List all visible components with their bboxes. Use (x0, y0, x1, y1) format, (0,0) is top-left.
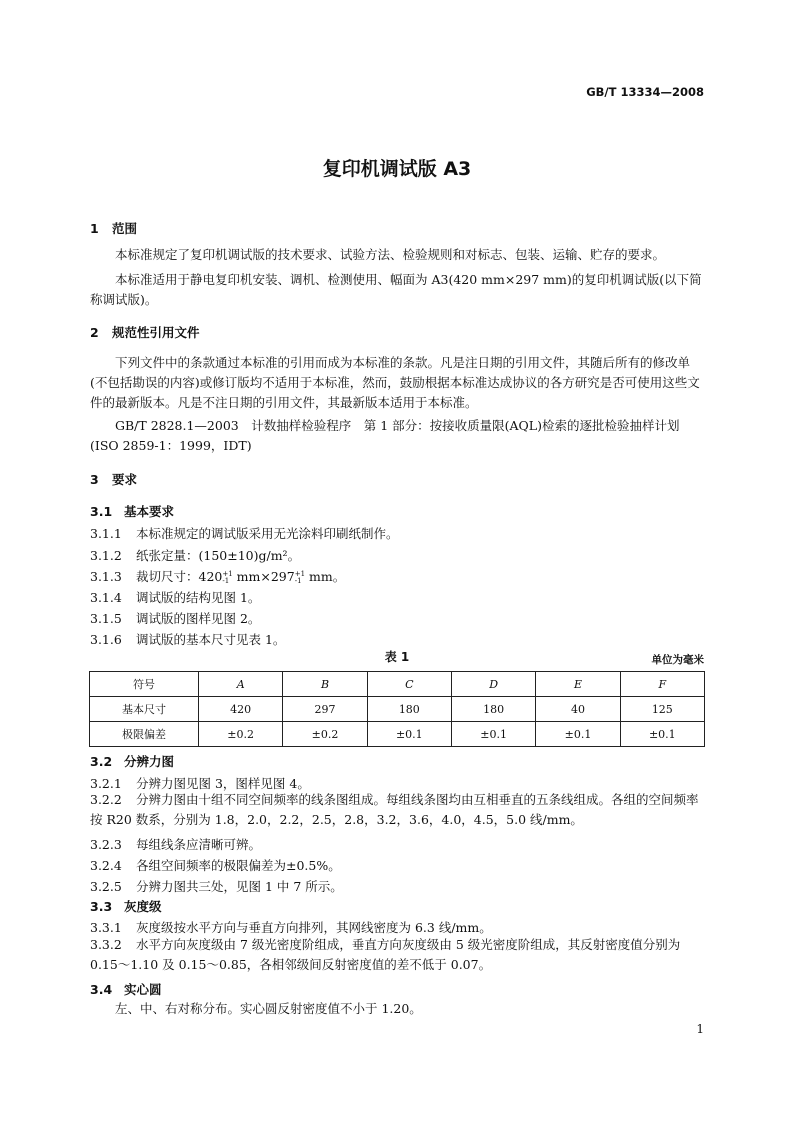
clause-text: 分辨力图见图 3，图样见图 4。 (136, 776, 310, 791)
clause-3-1-2 (90, 546, 300, 564)
tolerance-lower: -1 (294, 576, 302, 585)
section-number: 3.4 (90, 982, 113, 997)
clause-number: 3.1.3 (90, 569, 122, 584)
clause-number: 3.1.5 (90, 611, 122, 626)
clause-text: 灰度级按水平方向与垂直方向排列，其网线密度为 6.3 线/mm。 (136, 920, 492, 935)
clause-number: 3.2.2 (90, 792, 122, 807)
section-title: 范围 (112, 221, 138, 236)
table-cell: ±0.1 (451, 722, 535, 747)
section-title: 要求 (112, 472, 138, 487)
paragraph: GB/T 2828.1—2003 计数抽样检验程序 第 1 部分：按接收质量限(AQL)检索的逐批检验抽样计划(ISO 2859-1：1999，IDT) (90, 418, 680, 453)
table-unit: 单位为毫米 (651, 654, 704, 666)
table-header-cell: C (367, 672, 451, 697)
section-number: 1 (90, 221, 99, 236)
table-header-row (90, 672, 705, 697)
clause-3-1-1 (90, 524, 399, 542)
table-cell: 极限偏差 (90, 722, 199, 747)
table-cell: ±0.1 (367, 722, 451, 747)
clause-number: 3.1.4 (90, 590, 122, 605)
table-cell: 40 (536, 697, 620, 722)
table-cell: 180 (451, 697, 535, 722)
section-3-heading (90, 470, 137, 488)
table-header-cell: E (536, 672, 620, 697)
clause-3-1-6 (90, 630, 285, 648)
clause-3-3-1 (90, 918, 492, 936)
paragraph: 下列文件中的条款通过本标准的引用而成为本标准的条款。凡是注日期的引用文件，其随后所有的修改单(不包括勘误的内容)或修订版均不适用于本标准，然而，鼓励根据本标准达成协议的各方研究是否可使用这些文件的最新版本。凡是不注日期的引用文件，其最新版本适用于本标准。 (90, 355, 700, 410)
clause-3-2-4 (90, 856, 341, 874)
document-title: 复印机调试版 A3 (322, 158, 472, 180)
clause-3-1-3 (90, 567, 345, 585)
table-cell: ±0.1 (536, 722, 620, 747)
paragraph: 本标准适用于静电复印机安装、调机、检测使用、幅面为 A3(420 mm×297 mm)的复印机调试版(以下简称调试版)。 (90, 272, 702, 307)
clause-3-2-3 (90, 835, 261, 853)
clause-text: mm。 (305, 569, 346, 584)
clause-text: 调试版的基本尺寸见表 1。 (136, 632, 286, 647)
clause-number: 3.2.3 (90, 837, 122, 852)
tolerance (295, 571, 305, 585)
tolerance (222, 571, 232, 585)
subsection-3-1-heading (90, 502, 174, 520)
clause-3-2-2 (90, 790, 704, 830)
clause-number: 3.2.1 (90, 776, 122, 791)
section-number: 2 (90, 325, 99, 340)
clause-number: 3.1.1 (90, 526, 122, 541)
dimensions-table (89, 671, 705, 747)
table-cell: 420 (199, 697, 283, 722)
paragraph: 左、中、右对称分布。实心圆反射密度值不小于 1.20。 (115, 1001, 422, 1016)
clause-text: 裁切尺寸：420 (136, 569, 223, 584)
subsection-3-3-heading (90, 897, 162, 915)
table-cell: ±0.2 (283, 722, 367, 747)
clause-number: 3.2.5 (90, 879, 122, 894)
clause-number: 3.3.2 (90, 937, 122, 952)
table-cell: ±0.2 (199, 722, 283, 747)
table-row (90, 722, 705, 747)
table-cell: 基本尺寸 (90, 697, 199, 722)
clause-text: 各组空间频率的极限偏差为±0.5%。 (136, 858, 341, 873)
section-number: 3.1 (90, 504, 113, 519)
table-row (90, 697, 705, 722)
section-number: 3.2 (90, 754, 113, 769)
tolerance-upper: +1 (222, 569, 233, 578)
table-header-cell: A (199, 672, 283, 697)
table-header-cell: 符号 (90, 672, 199, 697)
clause-3-1-5 (90, 609, 260, 627)
clause-text: 调试版的图样见图 2。 (136, 611, 261, 626)
section-title: 基本要求 (124, 504, 175, 519)
clause-number: 3.2.4 (90, 858, 122, 873)
table-caption: 表 1 (384, 650, 410, 664)
clause-3-3-2 (90, 935, 704, 975)
clause-number: 3.1.6 (90, 632, 122, 647)
section-number: 3.3 (90, 899, 113, 914)
clause-number: 3.3.1 (90, 920, 122, 935)
clause-number: 3.1.2 (90, 548, 122, 563)
table-header-cell: F (620, 672, 704, 697)
table-cell: 297 (283, 697, 367, 722)
section-title: 灰度级 (124, 899, 162, 914)
clause-3-1-4 (90, 588, 260, 606)
clause-text: mm×297 (232, 569, 295, 584)
section-number: 3 (90, 472, 99, 487)
standard-code: GB/T 13334—2008 (586, 85, 704, 99)
clause-text: 水平方向灰度级由 7 级光密度阶组成，垂直方向灰度级由 5 级光密度阶组成，其反射密度值分别为 0.15～1.10 及 0.15～0.85，各相邻级间反射密度值的差不低于 0.07。 (90, 937, 681, 972)
clause-text: 本标准规定的调试版采用无光涂料印刷纸制作。 (136, 526, 399, 541)
clause-3-2-5 (90, 877, 343, 895)
section-title: 实心圆 (124, 982, 162, 997)
subsection-3-2-heading (90, 752, 174, 770)
page-number: 1 (696, 1022, 704, 1036)
clause-text: 分辨力图共三处，见图 1 中 7 所示。 (136, 879, 343, 894)
section-title: 分辨力图 (124, 754, 175, 769)
paragraph: 本标准规定了复印机调试版的技术要求、试验方法、检验规则和对标志、包装、运输、贮存的要求。 (115, 247, 666, 262)
table-cell: 125 (620, 697, 704, 722)
subsection-3-4-heading (90, 980, 162, 998)
section-2-heading (90, 323, 200, 341)
clause-text: 分辨力图由十组不同空间频率的线条图组成。每组线条图均由互相垂直的五条线组成。各组的空间频率按 R20 数系，分别为 1.8，2.0，2.2，2.5，2.8，3.2，3.6，4.0，4.5，5.0 线/mm。 (90, 792, 699, 827)
clause-text: 纸张定量：(150±10)g/m²。 (136, 548, 301, 563)
section-1-heading (90, 219, 137, 237)
table-header-cell: D (451, 672, 535, 697)
section-title: 规范性引用文件 (112, 325, 200, 340)
tolerance-upper: +1 (294, 569, 306, 578)
table-cell: 180 (367, 697, 451, 722)
clause-text: 每组线条应清晰可辨。 (136, 837, 262, 852)
table-header-cell: B (283, 672, 367, 697)
table-cell: ±0.1 (620, 722, 704, 747)
tolerance-lower: -1 (222, 576, 230, 585)
clause-text: 调试版的结构见图 1。 (136, 590, 261, 605)
